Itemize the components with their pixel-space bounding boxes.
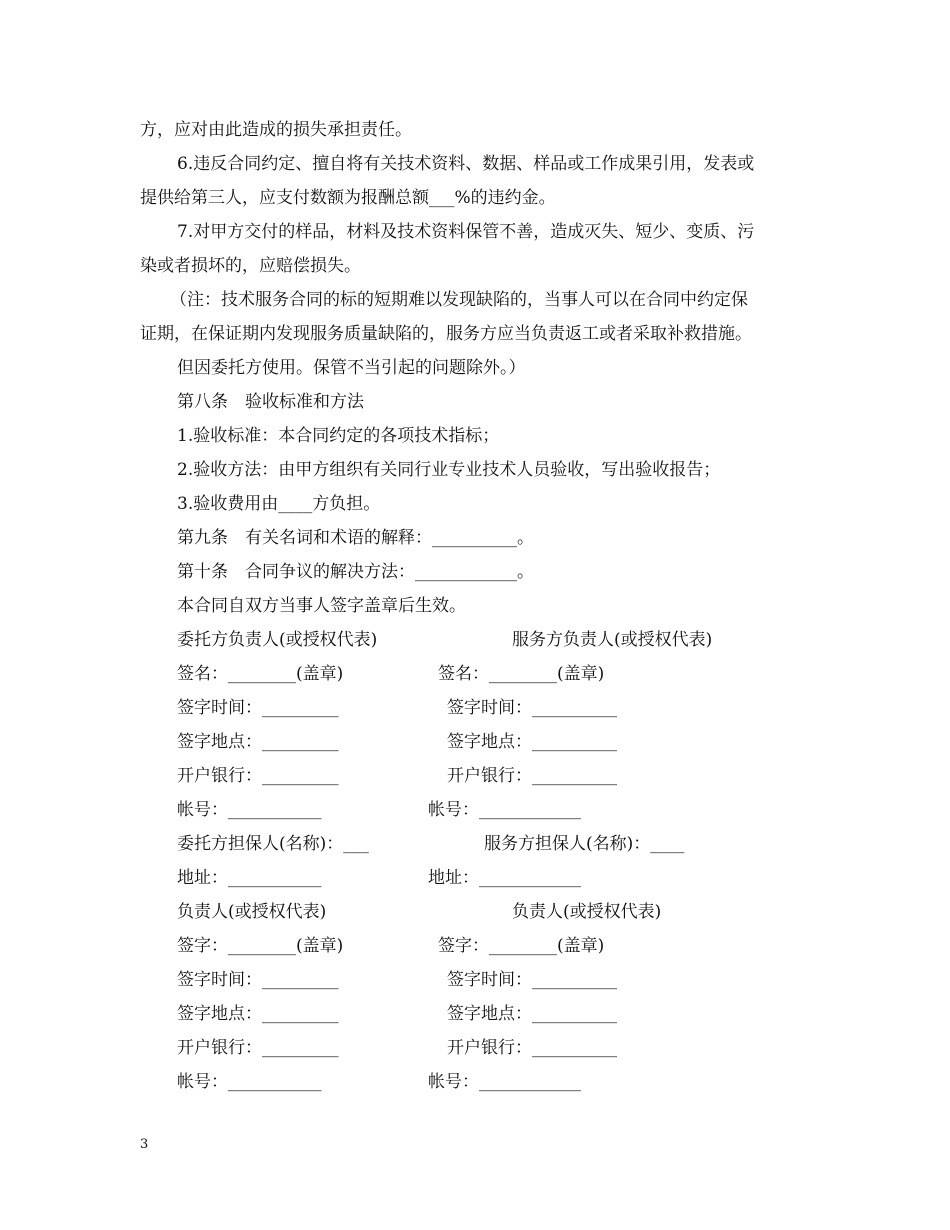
provider-guarantor-address-field: 地址：____________ [428,868,581,888]
note-line-3: 但因委托方使用。保管不当引起的问题除外。） [177,358,526,378]
effective-clause: 本合同自双方当事人签字盖章后生效。 [177,596,466,616]
page-number: 3 [140,1137,149,1152]
provider-sign-place-field: 签字地点：__________ [447,732,617,752]
provider-sign-time-field: 签字时间：__________ [447,698,617,718]
acceptance-standard: 1.验收标准：本合同约定的各项技术指标； [177,426,500,446]
client-guarantor-representative-label: 负责人(或授权代表) [177,902,327,922]
paragraph-line: 方，应对由此造成的损失承担责任。 [140,120,412,140]
provider-guarantor-account-field: 帐号：____________ [428,1072,581,1092]
client-guarantor-address-field: 地址：___________ [177,868,322,888]
article-8-heading: 第八条 验收标准和方法 [177,392,364,412]
client-account-field: 帐号：___________ [177,800,322,820]
acceptance-method: 2.验收方法：由甲方组织有关同行业专业技术人员验收，写出验收报告； [177,460,721,480]
client-guarantor-field: 委托方担保人(名称)：___ [177,834,369,854]
client-representative-label: 委托方负责人(或授权代表) [177,630,378,650]
provider-guarantor-representative-label: 负责人(或授权代表) [512,902,662,922]
provider-account-field: 帐号：____________ [428,800,581,820]
client-bank-field: 开户银行：_________ [177,766,339,786]
article-9-heading: 第九条 有关名词和术语的解释：__________。 [177,528,534,548]
clause-7-line-1: 7.对甲方交付的样品，材料及技术资料保管不善，造成灭失、短少、变质、污 [177,222,755,242]
client-guarantor-sign-place-field: 签字地点：_________ [177,1004,339,1024]
provider-signature-field: 签名：________(盖章) [438,664,605,684]
clause-6-line-1: 6.违反合同约定、擅自将有关技术资料、数据、样品或工作成果引用，发表或 [177,154,755,174]
client-guarantor-sign-time-field: 签字时间：_________ [177,970,339,990]
article-10-heading: 第十条 合同争议的解决方法：____________。 [177,562,534,582]
client-guarantor-bank-field: 开户银行：_________ [177,1038,339,1058]
provider-guarantor-bank-field: 开户银行：__________ [447,1038,617,1058]
note-line-1: （注：技术服务合同的标的短期难以发现缺陷的，当事人可以在合同中约定保 [170,290,748,310]
acceptance-fee: 3.验收费用由____方负担。 [177,494,381,514]
client-signature-field: 签名：________(盖章) [177,664,344,684]
provider-guarantor-sign-place-field: 签字地点：__________ [447,1004,617,1024]
provider-guarantor-field: 服务方担保人(名称)：____ [484,834,685,854]
client-sign-place-field: 签字地点：_________ [177,732,339,752]
client-guarantor-signature-field: 签字：________(盖章) [177,936,344,956]
client-guarantor-account-field: 帐号：___________ [177,1072,322,1092]
clause-6-line-2: 提供给第三人，应支付数额为报酬总额___%的违约金。 [140,188,556,208]
note-line-2: 证期，在保证期内发现服务质量缺陷的，服务方应当负责返工或者采取补救措施。 [140,324,752,344]
provider-representative-label: 服务方负责人(或授权代表) [512,630,713,650]
provider-guarantor-sign-time-field: 签字时间：__________ [447,970,617,990]
provider-guarantor-signature-field: 签字：________(盖章) [438,936,605,956]
clause-7-line-2: 染或者损坏的，应赔偿损失。 [140,256,361,276]
client-sign-time-field: 签字时间：_________ [177,698,339,718]
provider-bank-field: 开户银行：__________ [447,766,617,786]
